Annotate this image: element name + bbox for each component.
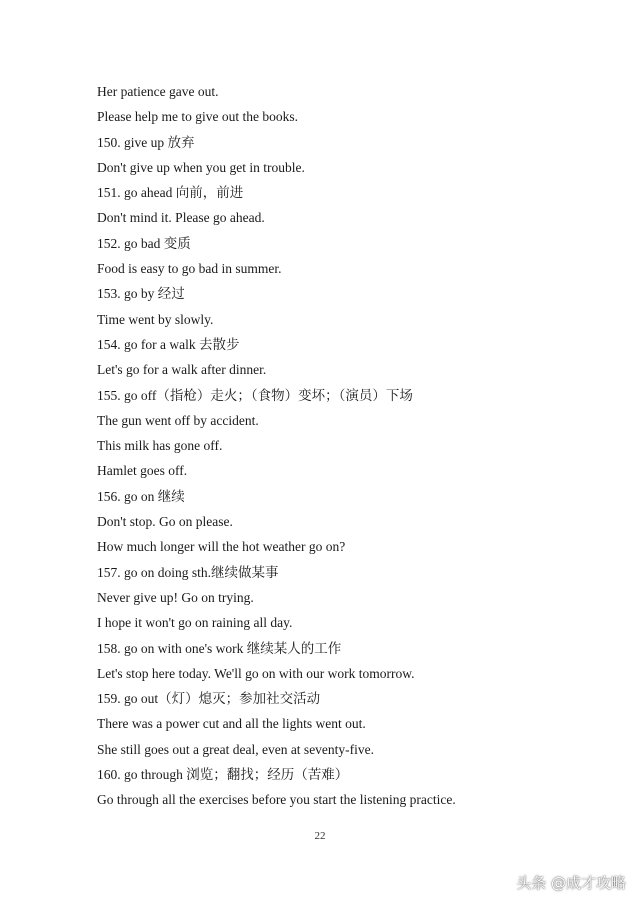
text-line: Let's go for a walk after dinner.	[97, 362, 267, 378]
text-line: The gun went off by accident.	[97, 412, 259, 428]
text-line: How much longer will the hot weather go on?	[97, 539, 346, 555]
text-line: Her patience gave out.	[97, 84, 219, 99]
phrase-heading: 154. go for a walk 去散步	[97, 336, 240, 352]
text-line: Don't give up when you get in trouble.	[97, 159, 305, 175]
phrase-heading: 151. go ahead 向前，前进	[97, 185, 244, 201]
text-line: Time went by slowly.	[97, 311, 214, 327]
text-line: Let's stop here today. We'll go on with our work tomorrow.	[97, 665, 415, 681]
text-line: This milk has gone off.	[97, 438, 223, 454]
phrase-heading: 156. go on 继续	[97, 488, 185, 504]
phrase-heading: 159. go out（灯）熄灭；参加社交活动	[97, 691, 321, 707]
phrase-list	[97, 83, 617, 817]
text-line: Never give up! Go on trying.	[97, 589, 254, 605]
watermark: 头条 @成才攻略	[516, 874, 626, 892]
phrase-heading: 160. go through 浏览；翻找；经历（苦难）	[97, 767, 349, 783]
text-line: I hope it won't go on raining all day.	[97, 615, 293, 631]
phrase-heading: 153. go by 经过	[97, 286, 185, 302]
text-line: Food is easy to go bad in summer.	[97, 261, 282, 277]
page-number: 22	[314, 830, 326, 842]
phrase-heading: 152. go bad 变质	[97, 235, 191, 251]
text-line: Go through all the exercises before you start the listening practice.	[97, 792, 456, 808]
phrase-heading: 155. go off（指枪）走火；（食物）变坏；（演员）下场	[97, 387, 413, 403]
text-line: Don't stop. Go on please.	[97, 514, 233, 530]
phrase-heading: 150. give up 放弃	[97, 134, 195, 150]
phrase-heading: 158. go on with one's work 继续某人的工作	[97, 640, 342, 656]
text-line: Please help me to give out the books.	[97, 109, 298, 125]
phrase-heading: 157. go on doing sth.继续做某事	[97, 564, 279, 580]
text-line: There was a power cut and all the lights went out.	[97, 716, 366, 732]
text-line: She still goes out a great deal, even at seventy-five.	[97, 741, 375, 757]
text-line: Don't mind it. Please go ahead.	[97, 210, 265, 226]
text-line: Hamlet goes off.	[97, 463, 188, 479]
